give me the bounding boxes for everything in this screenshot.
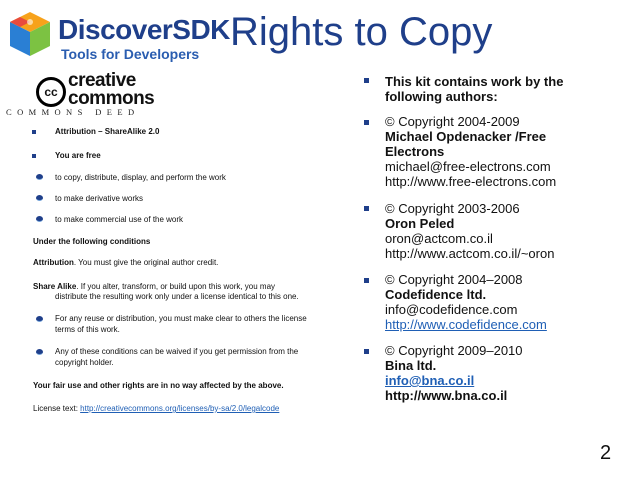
license-text-label: License text:	[33, 404, 81, 413]
bullet-square-icon	[364, 206, 369, 211]
cc-word-commons: commons	[68, 88, 155, 109]
author4-copyright: © Copyright 2009–2010	[385, 343, 523, 358]
discoversdk-logo[interactable]	[6, 8, 230, 62]
author1-copyright: © Copyright 2004-2009	[385, 114, 520, 129]
license-sub-commercial: to make commercial use of the work	[55, 215, 184, 224]
bullet-square-icon	[364, 278, 369, 283]
attribution-term: Attribution	[33, 258, 74, 267]
bullet-dot-icon	[36, 316, 43, 322]
author3-name: Codefidence ltd.	[385, 287, 487, 302]
fair-use-statement: Your fair use and other rights are in no way affected by the above.	[33, 381, 284, 390]
attribution-condition	[33, 258, 218, 268]
bullet-square-icon	[364, 349, 369, 354]
author2-copyright: © Copyright 2003-2006	[385, 201, 520, 216]
author1-url: http://www.free-electrons.com	[385, 174, 557, 189]
author2-email: oron@actcom.co.il	[385, 231, 493, 246]
reuse-text-1: For any reuse or distribution, you must make clear to others the license	[55, 314, 307, 323]
bullet-square-icon	[364, 120, 369, 125]
author1-email: michael@free-electrons.com	[385, 159, 551, 174]
author2-url: http://www.actcom.co.il/~oron	[385, 246, 555, 261]
sharealike-text-1: . If you alter, transform, or build upon this work, you may	[76, 282, 276, 291]
reuse-text-2: terms of this work.	[55, 325, 120, 334]
bullet-dot-icon	[36, 195, 43, 201]
author3-copyright: © Copyright 2004–2008	[385, 272, 523, 287]
authors-intro-2: following authors:	[385, 89, 498, 104]
license-bullet-you-are-free: You are free	[55, 151, 101, 160]
license-bullet-attribution-sharealike: Attribution – ShareAlike 2.0	[55, 127, 160, 136]
commons-deed-label: COMMONS DEED	[6, 107, 140, 117]
page-number: 2	[600, 442, 612, 464]
page-title: Rights to Copy	[230, 10, 493, 54]
license-text-line	[33, 404, 279, 414]
license-sub-derivative: to make derivative works	[55, 194, 144, 203]
author3-email: info@codefidence.com	[385, 302, 518, 317]
bullet-dot-icon	[36, 216, 43, 222]
bullet-square-icon	[364, 78, 369, 83]
bullet-dot-icon	[36, 174, 43, 180]
waive-text-2: copyright holder.	[55, 358, 114, 367]
cc-word-creative: creative	[68, 70, 136, 91]
creative-commons-logo	[36, 70, 166, 109]
sharealike-text-2: distribute the resulting work only under a license identical to this one.	[55, 292, 299, 301]
author4-email-link[interactable]: info@bna.co.il	[385, 373, 475, 388]
waive-text-1: Any of these conditions can be waived if you get permission from the	[55, 347, 299, 356]
author4-url: http://www.bna.co.il	[385, 388, 508, 403]
sharealike-term: Share Alike	[33, 282, 77, 291]
sharealike-condition	[33, 282, 275, 292]
attribution-text: . You must give the original author credit.	[73, 258, 219, 267]
license-url-link[interactable]: http://creativecommons.org/licenses/by-sa/2.0/legalcode	[80, 404, 280, 413]
author3-url-link[interactable]: http://www.codefidence.com	[385, 317, 547, 332]
bullet-dot-icon	[36, 349, 43, 355]
conditions-heading: Under the following conditions	[33, 237, 151, 246]
cc-icon: cc	[36, 77, 66, 107]
author1-name-1: Michael Opdenacker /Free	[385, 129, 547, 144]
author4-name: Bina ltd.	[385, 358, 437, 373]
logo-brand: DiscoverSDK	[58, 14, 230, 45]
license-sub-copy: to copy, distribute, display, and perform the work	[55, 173, 226, 182]
bullet-square-icon	[32, 130, 36, 134]
bullet-square-icon	[32, 154, 36, 158]
author2-name: Oron Peled	[385, 216, 455, 231]
puzzle-cube-icon	[6, 10, 54, 60]
authors-intro-1: This kit contains work by the	[385, 74, 564, 89]
author1-name-2: Electrons	[385, 144, 445, 159]
logo-tagline: Tools for Developers	[61, 46, 200, 62]
